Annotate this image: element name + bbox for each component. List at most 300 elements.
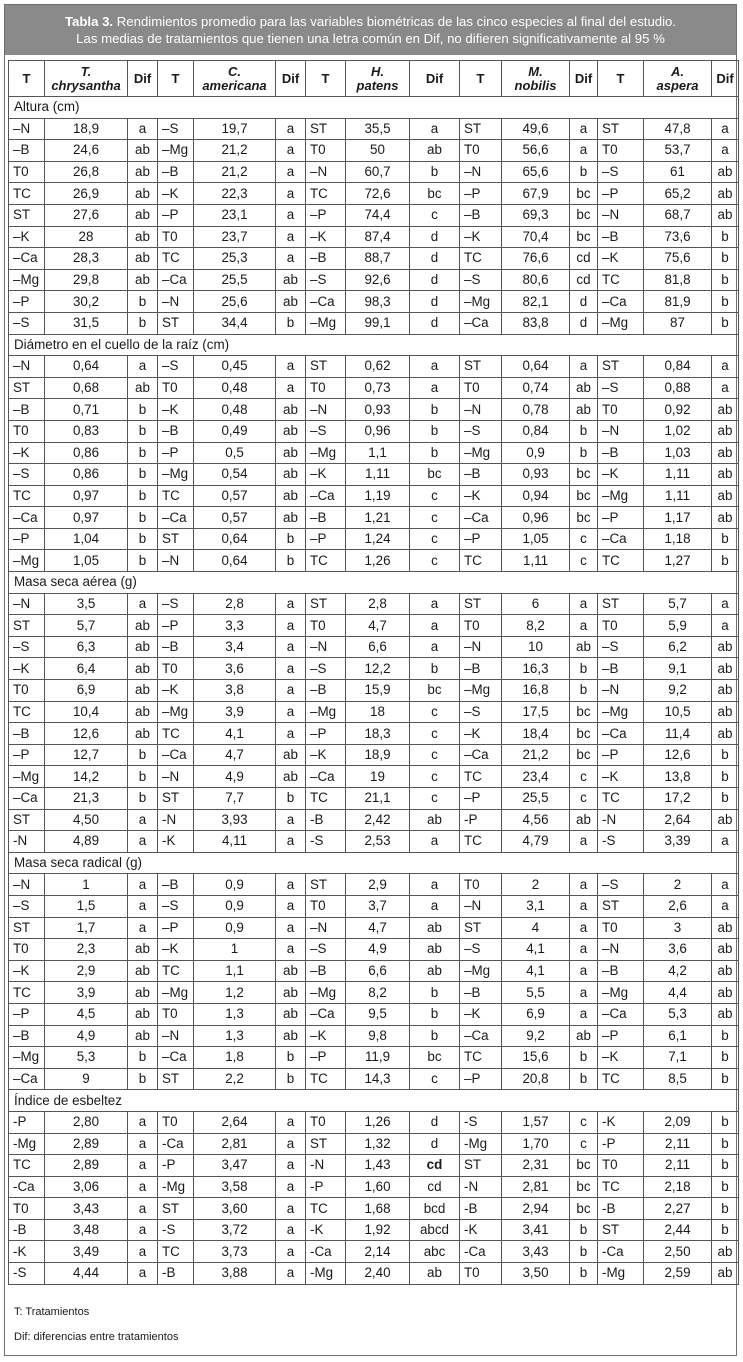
dif-cell: a bbox=[276, 183, 306, 205]
value-cell: 2,14 bbox=[346, 1241, 410, 1263]
dif-cell: b bbox=[410, 982, 460, 1004]
dif-cell: ab bbox=[276, 442, 306, 464]
treatment-cell: –N bbox=[9, 593, 45, 615]
treatment-cell: –N bbox=[598, 939, 644, 961]
value-cell: 1,26 bbox=[346, 1111, 410, 1133]
treatment-cell: –P bbox=[460, 788, 502, 810]
dif-cell: bc bbox=[570, 1176, 598, 1198]
treatment-cell: –K bbox=[460, 1003, 502, 1025]
value-cell: 12,7 bbox=[45, 744, 128, 766]
dif-cell: a bbox=[712, 895, 739, 917]
dif-cell: a bbox=[128, 831, 158, 853]
dif-cell: a bbox=[570, 831, 598, 853]
value-cell: 4 bbox=[502, 917, 570, 939]
dif-cell: a bbox=[128, 356, 158, 378]
dif-cell: b bbox=[410, 442, 460, 464]
table-row bbox=[9, 1241, 739, 1263]
dif-cell: a bbox=[128, 895, 158, 917]
treatment-cell: –P bbox=[9, 744, 45, 766]
value-cell: 26,9 bbox=[45, 183, 128, 205]
dif-cell: a bbox=[276, 248, 306, 270]
value-cell: 2,59 bbox=[644, 1263, 712, 1285]
value-cell: 25,3 bbox=[194, 248, 276, 270]
dif-cell: ab bbox=[712, 680, 739, 702]
dif-cell: c bbox=[410, 204, 460, 226]
treatment-cell: –N bbox=[598, 680, 644, 702]
value-cell: 2,89 bbox=[45, 1133, 128, 1155]
treatment-cell: –K bbox=[460, 226, 502, 248]
value-cell: 3,50 bbox=[502, 1263, 570, 1285]
dif-cell: a bbox=[128, 1176, 158, 1198]
dif-cell: c bbox=[410, 766, 460, 788]
value-cell: 34,4 bbox=[194, 312, 276, 334]
treatment-cell: –K bbox=[158, 680, 194, 702]
value-cell: 2,8 bbox=[194, 593, 276, 615]
table-row bbox=[9, 766, 739, 788]
value-cell: 2,81 bbox=[502, 1176, 570, 1198]
treatment-cell: –Mg bbox=[306, 701, 346, 723]
treatment-cell: T0 bbox=[598, 1155, 644, 1177]
treatment-cell: -B bbox=[460, 1198, 502, 1220]
value-cell: 6,2 bbox=[644, 636, 712, 658]
value-cell: 0,73 bbox=[346, 377, 410, 399]
treatment-cell: ST bbox=[460, 1155, 502, 1177]
species-epithet: aspera bbox=[656, 77, 699, 93]
table-row bbox=[9, 118, 739, 140]
value-cell: 1,24 bbox=[346, 528, 410, 550]
value-cell: 4,9 bbox=[194, 766, 276, 788]
treatment-cell: –Ca bbox=[460, 744, 502, 766]
value-cell: 3 bbox=[644, 917, 712, 939]
dif-cell: bc bbox=[410, 464, 460, 486]
dif-cell: ab bbox=[128, 680, 158, 702]
dif-cell: b bbox=[128, 464, 158, 486]
dif-cell: a bbox=[712, 118, 739, 140]
treatment-cell: -K bbox=[306, 1219, 346, 1241]
value-cell: 2,18 bbox=[644, 1176, 712, 1198]
value-cell: 2,8 bbox=[346, 593, 410, 615]
dif-cell: ab bbox=[128, 982, 158, 1004]
value-cell: 76,6 bbox=[502, 248, 570, 270]
value-cell: 5,7 bbox=[644, 593, 712, 615]
dif-cell: a bbox=[128, 118, 158, 140]
dif-cell: a bbox=[570, 982, 598, 1004]
value-cell: 0,93 bbox=[346, 399, 410, 421]
dif-cell: cd bbox=[570, 248, 598, 270]
value-cell: 0,86 bbox=[45, 464, 128, 486]
value-cell: 10 bbox=[502, 636, 570, 658]
value-cell: 1,21 bbox=[346, 507, 410, 529]
value-cell: 2,64 bbox=[194, 1111, 276, 1133]
table-row bbox=[9, 895, 739, 917]
treatment-cell: –Mg bbox=[598, 485, 644, 507]
value-cell: 3,88 bbox=[194, 1263, 276, 1285]
value-cell: 0,92 bbox=[644, 399, 712, 421]
treatment-cell: T0 bbox=[306, 377, 346, 399]
treatment-cell: -K bbox=[158, 831, 194, 853]
treatment-cell: –Mg bbox=[460, 291, 502, 313]
dif-cell: ab bbox=[276, 507, 306, 529]
table-row bbox=[9, 183, 739, 205]
dif-cell: ab bbox=[128, 1025, 158, 1047]
dif-cell: b bbox=[276, 1047, 306, 1069]
dif-cell: ab bbox=[276, 399, 306, 421]
treatment-cell: -N bbox=[460, 1176, 502, 1198]
value-cell: 6,9 bbox=[502, 1003, 570, 1025]
treatment-cell: –Mg bbox=[306, 982, 346, 1004]
dif-cell: b bbox=[570, 1068, 598, 1090]
treatment-cell: -S bbox=[460, 1111, 502, 1133]
value-cell: 0,62 bbox=[346, 356, 410, 378]
dif-cell: a bbox=[128, 1241, 158, 1263]
section-title: Diámetro en el cuello de la raíz (cm) bbox=[9, 334, 739, 356]
treatment-cell: –B bbox=[460, 464, 502, 486]
table-row bbox=[9, 939, 739, 961]
dif-cell: a bbox=[276, 831, 306, 853]
value-cell: 4,79 bbox=[502, 831, 570, 853]
value-cell: 19,7 bbox=[194, 118, 276, 140]
value-cell: 3,43 bbox=[502, 1241, 570, 1263]
dif-cell: d bbox=[570, 312, 598, 334]
treatment-cell: ST bbox=[460, 118, 502, 140]
value-cell: 12,6 bbox=[45, 723, 128, 745]
dif-cell: c bbox=[570, 550, 598, 572]
dif-cell: a bbox=[570, 874, 598, 896]
treatment-cell: –Ca bbox=[9, 248, 45, 270]
dif-cell: b bbox=[128, 1047, 158, 1069]
value-cell: 4,11 bbox=[194, 831, 276, 853]
dif-cell: a bbox=[570, 593, 598, 615]
section-row bbox=[9, 572, 739, 594]
value-cell: 3,60 bbox=[194, 1198, 276, 1220]
dif-cell: a bbox=[128, 1263, 158, 1285]
treatment-cell: –K bbox=[9, 960, 45, 982]
value-cell: 0,54 bbox=[194, 464, 276, 486]
dif-cell: a bbox=[276, 1241, 306, 1263]
header-dif: Dif bbox=[128, 61, 158, 97]
dif-cell: a bbox=[276, 680, 306, 702]
table-row bbox=[9, 550, 739, 572]
dif-cell: bc bbox=[570, 464, 598, 486]
dif-cell: b bbox=[276, 788, 306, 810]
dif-cell: d bbox=[410, 1133, 460, 1155]
treatment-cell: –K bbox=[158, 939, 194, 961]
dif-cell: b bbox=[712, 1176, 739, 1198]
treatment-cell: T0 bbox=[9, 680, 45, 702]
dif-cell: c bbox=[570, 766, 598, 788]
treatment-cell: –N bbox=[9, 356, 45, 378]
dif-cell: d bbox=[410, 248, 460, 270]
header-species bbox=[644, 61, 712, 97]
treatment-cell: –K bbox=[460, 723, 502, 745]
value-cell: 3,41 bbox=[502, 1219, 570, 1241]
dif-cell: ab bbox=[712, 982, 739, 1004]
treatment-cell: –Ca bbox=[598, 723, 644, 745]
treatment-cell: -Mg bbox=[9, 1133, 45, 1155]
treatment-cell: ST bbox=[158, 1068, 194, 1090]
treatment-cell: –N bbox=[460, 895, 502, 917]
table-row bbox=[9, 377, 739, 399]
treatment-cell: –P bbox=[598, 183, 644, 205]
value-cell: 75,6 bbox=[644, 248, 712, 270]
section-row bbox=[9, 97, 739, 119]
value-cell: 4,1 bbox=[502, 939, 570, 961]
dif-cell: b bbox=[128, 312, 158, 334]
value-cell: 8,2 bbox=[346, 982, 410, 1004]
treatment-cell: –S bbox=[598, 636, 644, 658]
treatment-cell: TC bbox=[598, 550, 644, 572]
treatment-cell: –S bbox=[598, 874, 644, 896]
treatment-cell: ST bbox=[306, 874, 346, 896]
value-cell: 27,6 bbox=[45, 204, 128, 226]
value-cell: 82,1 bbox=[502, 291, 570, 313]
dif-cell: bc bbox=[570, 485, 598, 507]
table-row bbox=[9, 1003, 739, 1025]
value-cell: 35,5 bbox=[346, 118, 410, 140]
treatment-cell: -Mg bbox=[306, 1263, 346, 1285]
treatment-cell: –B bbox=[598, 442, 644, 464]
treatment-cell: –K bbox=[306, 464, 346, 486]
value-cell: 26,8 bbox=[45, 161, 128, 183]
dif-cell: ab bbox=[712, 442, 739, 464]
value-cell: 1,17 bbox=[644, 507, 712, 529]
value-cell: 4,7 bbox=[346, 615, 410, 637]
dif-cell: a bbox=[410, 377, 460, 399]
dif-cell: a bbox=[276, 140, 306, 162]
dif-cell: b bbox=[276, 312, 306, 334]
value-cell: 1,68 bbox=[346, 1198, 410, 1220]
treatment-cell: –S bbox=[9, 464, 45, 486]
section-row bbox=[9, 1090, 739, 1112]
treatment-cell: –Ca bbox=[460, 507, 502, 529]
dif-cell: a bbox=[276, 1155, 306, 1177]
value-cell: 0,93 bbox=[502, 464, 570, 486]
header-dif: Dif bbox=[410, 61, 460, 97]
treatment-cell: –K bbox=[9, 442, 45, 464]
value-cell: 3,49 bbox=[45, 1241, 128, 1263]
dif-cell: ab bbox=[128, 939, 158, 961]
dif-cell: a bbox=[276, 1133, 306, 1155]
value-cell: 81,8 bbox=[644, 269, 712, 291]
dif-cell: b bbox=[128, 744, 158, 766]
table-row bbox=[9, 312, 739, 334]
header-row bbox=[9, 61, 739, 97]
value-cell: 16,3 bbox=[502, 658, 570, 680]
value-cell: 1,02 bbox=[644, 420, 712, 442]
dif-cell: ab bbox=[276, 485, 306, 507]
treatment-cell: –Ca bbox=[158, 744, 194, 766]
value-cell: 1,92 bbox=[346, 1219, 410, 1241]
dif-cell: a bbox=[712, 615, 739, 637]
value-cell: 67,9 bbox=[502, 183, 570, 205]
header-treatment: T bbox=[158, 61, 194, 97]
dif-cell: bc bbox=[410, 680, 460, 702]
dif-cell: ab bbox=[570, 809, 598, 831]
value-cell: 0,68 bbox=[45, 377, 128, 399]
dif-cell: b bbox=[128, 485, 158, 507]
table-row bbox=[9, 528, 739, 550]
table-row bbox=[9, 1219, 739, 1241]
treatment-cell: TC bbox=[460, 248, 502, 270]
dif-cell: b bbox=[128, 788, 158, 810]
table-row bbox=[9, 917, 739, 939]
treatment-cell: –B bbox=[158, 161, 194, 183]
dif-cell: bc bbox=[570, 507, 598, 529]
treatment-cell: -N bbox=[306, 1155, 346, 1177]
value-cell: 3,48 bbox=[45, 1219, 128, 1241]
dif-cell: a bbox=[712, 377, 739, 399]
value-cell: 0,9 bbox=[194, 874, 276, 896]
treatment-cell: ST bbox=[9, 204, 45, 226]
value-cell: 4,5 bbox=[45, 1003, 128, 1025]
table-row bbox=[9, 226, 739, 248]
treatment-cell: –Mg bbox=[158, 982, 194, 1004]
dif-cell: ab bbox=[570, 399, 598, 421]
value-cell: 0,84 bbox=[502, 420, 570, 442]
dif-cell: b bbox=[712, 788, 739, 810]
dif-cell: ab bbox=[128, 248, 158, 270]
treatment-cell: ST bbox=[306, 356, 346, 378]
value-cell: 18,3 bbox=[346, 723, 410, 745]
dif-cell: bc bbox=[570, 204, 598, 226]
dif-cell: a bbox=[128, 1111, 158, 1133]
treatment-cell: ST bbox=[598, 895, 644, 917]
table-row bbox=[9, 485, 739, 507]
dif-cell: b bbox=[410, 399, 460, 421]
dif-cell: b bbox=[410, 1003, 460, 1025]
value-cell: 3,43 bbox=[45, 1198, 128, 1220]
value-cell: 6,4 bbox=[45, 658, 128, 680]
treatment-cell: –N bbox=[9, 874, 45, 896]
value-cell: 2,40 bbox=[346, 1263, 410, 1285]
value-cell: 18,9 bbox=[346, 744, 410, 766]
value-cell: 87,4 bbox=[346, 226, 410, 248]
value-cell: 28,3 bbox=[45, 248, 128, 270]
table-row bbox=[9, 1155, 739, 1177]
treatment-cell: –B bbox=[158, 420, 194, 442]
value-cell: 1,27 bbox=[644, 550, 712, 572]
header-species bbox=[45, 61, 128, 97]
dif-cell: ab bbox=[410, 960, 460, 982]
treatment-cell: –N bbox=[306, 917, 346, 939]
dif-cell: ab bbox=[712, 1003, 739, 1025]
dif-cell: a bbox=[410, 593, 460, 615]
value-cell: 0,74 bbox=[502, 377, 570, 399]
treatment-cell: T0 bbox=[460, 874, 502, 896]
dif-cell: c bbox=[410, 701, 460, 723]
treatment-cell: –B bbox=[306, 507, 346, 529]
treatment-cell: –P bbox=[598, 744, 644, 766]
treatment-cell: T0 bbox=[158, 1111, 194, 1133]
treatment-cell: –K bbox=[9, 658, 45, 680]
value-cell: 5,9 bbox=[644, 615, 712, 637]
treatment-cell: –S bbox=[158, 118, 194, 140]
dif-cell: ab bbox=[276, 982, 306, 1004]
dif-cell: ab bbox=[712, 658, 739, 680]
table-row bbox=[9, 723, 739, 745]
treatment-cell: –Ca bbox=[9, 788, 45, 810]
value-cell: 14,2 bbox=[45, 766, 128, 788]
treatment-cell: –Mg bbox=[306, 312, 346, 334]
dif-cell: c bbox=[570, 1111, 598, 1133]
species-genus: C. bbox=[228, 63, 241, 79]
table-row bbox=[9, 744, 739, 766]
value-cell: 2,31 bbox=[502, 1155, 570, 1177]
dif-cell: b bbox=[712, 1198, 739, 1220]
value-cell: 6,9 bbox=[45, 680, 128, 702]
treatment-cell: ST bbox=[306, 118, 346, 140]
value-cell: 28 bbox=[45, 226, 128, 248]
value-cell: 9,8 bbox=[346, 1025, 410, 1047]
dif-cell: b bbox=[712, 1219, 739, 1241]
value-cell: 1,03 bbox=[644, 442, 712, 464]
dif-cell: ab bbox=[712, 204, 739, 226]
dif-cell: a bbox=[570, 118, 598, 140]
treatment-cell: –Mg bbox=[460, 442, 502, 464]
results-table bbox=[8, 60, 739, 1285]
dif-cell: ab bbox=[712, 723, 739, 745]
treatment-cell: TC bbox=[158, 960, 194, 982]
table-row bbox=[9, 1198, 739, 1220]
dif-cell: a bbox=[570, 356, 598, 378]
value-cell: 0,84 bbox=[644, 356, 712, 378]
value-cell: 10,4 bbox=[45, 701, 128, 723]
treatment-cell: TC bbox=[9, 701, 45, 723]
value-cell: 24,6 bbox=[45, 140, 128, 162]
value-cell: 2,3 bbox=[45, 939, 128, 961]
treatment-cell: –S bbox=[158, 895, 194, 917]
dif-cell: bcd bbox=[410, 1198, 460, 1220]
dif-cell: a bbox=[276, 1111, 306, 1133]
dif-cell: a bbox=[410, 118, 460, 140]
dif-cell: b bbox=[570, 161, 598, 183]
table-row bbox=[9, 701, 739, 723]
treatment-cell: TC bbox=[598, 1068, 644, 1090]
value-cell: 4,2 bbox=[644, 960, 712, 982]
species-genus: H. bbox=[371, 63, 384, 79]
dif-cell: b bbox=[712, 1133, 739, 1155]
treatment-cell: –B bbox=[460, 982, 502, 1004]
treatment-cell: –K bbox=[598, 766, 644, 788]
treatment-cell: ST bbox=[9, 809, 45, 831]
table-row bbox=[9, 464, 739, 486]
treatment-cell: –Mg bbox=[460, 960, 502, 982]
value-cell: 2,81 bbox=[194, 1133, 276, 1155]
dif-cell: ab bbox=[712, 939, 739, 961]
dif-cell: ab bbox=[410, 939, 460, 961]
dif-cell: c bbox=[570, 1133, 598, 1155]
dif-cell: ab bbox=[276, 269, 306, 291]
value-cell: 15,6 bbox=[502, 1047, 570, 1069]
treatment-cell: –Mg bbox=[9, 550, 45, 572]
treatment-cell: T0 bbox=[598, 140, 644, 162]
treatment-cell: TC bbox=[158, 485, 194, 507]
section-title: Masa seca radical (g) bbox=[9, 852, 739, 874]
treatment-cell: T0 bbox=[158, 658, 194, 680]
dif-cell: a bbox=[410, 636, 460, 658]
dif-cell: b bbox=[712, 248, 739, 270]
treatment-cell: TC bbox=[306, 1068, 346, 1090]
value-cell: 2,42 bbox=[346, 809, 410, 831]
value-cell: 56,6 bbox=[502, 140, 570, 162]
value-cell: 9 bbox=[45, 1068, 128, 1090]
value-cell: 88,7 bbox=[346, 248, 410, 270]
treatment-cell: ST bbox=[460, 356, 502, 378]
treatment-cell: T0 bbox=[460, 140, 502, 162]
value-cell: 4,50 bbox=[45, 809, 128, 831]
dif-cell: a bbox=[570, 939, 598, 961]
treatment-cell: T0 bbox=[306, 1111, 346, 1133]
